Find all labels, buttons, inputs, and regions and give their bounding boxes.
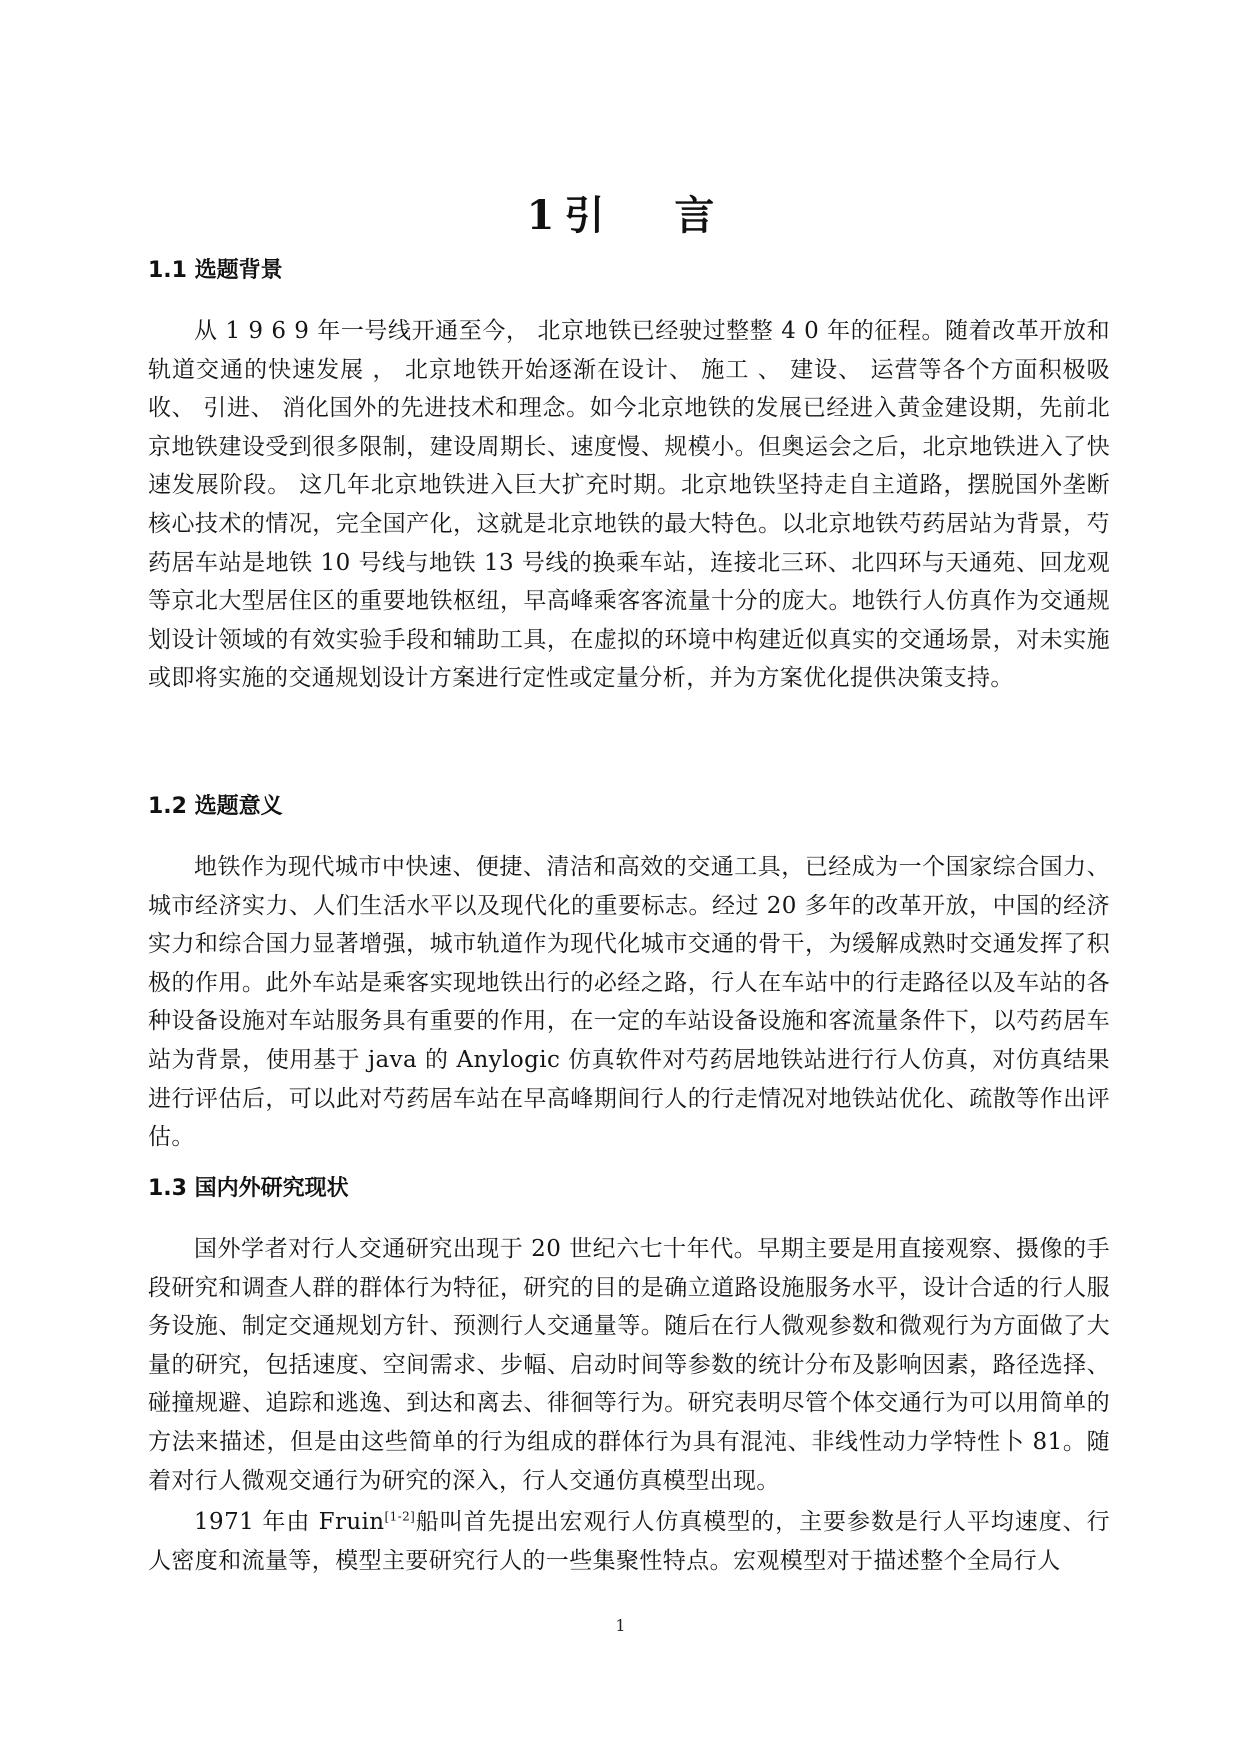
- section-1-3-paragraph: 国外学者对行人交通研究出现于 20 世纪六七十年代。早期主要是用直接观察、摄像的手段研究和调查人群的群体行为特征，研究的目的是确立道路设施服务水平，设计合适的行人服务设施、制定交通规划方针、预测行人交通量等。随后在行人微观参数和微观行为方面做了大量的研究，包括速度、空间需求、步幅、启动时间等参数的统计分布及影响因素，路径选择、碰撞规避、追踪和逃逸、到达和离去、徘徊等行为。研究表明尽管个体交通行为可以用简单的方法来描述，但是由这些简单的行为组成的群体行为具有混沌、非线性动力学特性卜 81。随着对行人微观交通行为研究的深入，行人交通仿真模型出现。: [148, 1236, 1110, 1494]
- section-heading-1-1: 1.1 选题背景: [148, 258, 283, 283]
- paragraph-text-before-citation: 1971 年由 Fruin: [194, 1509, 385, 1535]
- citation-superscript: [1-2]: [384, 1509, 416, 1524]
- section-1-3-paragraph-2: [148, 1503, 1110, 1580]
- chapter-number: 1: [526, 192, 555, 239]
- section-1-2-paragraph: 地铁作为现代城市中快速、便捷、清洁和高效的交通工具，已经成为一个国家综合国力、城市经济实力、人们生活水平以及现代化的重要标志。经过 20 多年的改革开放，中国的经济实力和综合国力显著增强，城市轨道作为现代化城市交通的骨干，为缓解成熟时交通发挥了积极的作用。此外车站是乘客实现地铁出行的必经之路，行人在车站中的行走路径以及车站的各种设备设施对车站服务具有重要的作用，在一定的车站设备设施和客流量条件下，以芍药居车站为背景，使用基于 java 的 Anylogic 仿真软件对芍药居地铁站进行行人仿真，对仿真结果进行评估后，可以此对芍药居车站在早高峰期间行人的行走情况对地铁站优化、疏散等作出评估。: [148, 854, 1110, 1151]
- page-number: 1: [615, 1616, 626, 1635]
- chapter-title-part2: 言: [674, 192, 715, 239]
- paragraph-text-after-citation: 船叫首先提出宏观行人仿真模型的，主要参数是行人平均速度、行人密度和流量等，模型主要研究行人的一些集聚性特点。宏观模型对于描述整个全局行人: [148, 1509, 1110, 1574]
- section-heading-1-2: 1.2 选题意义: [148, 794, 283, 819]
- section-heading-1-3: 1.3 国内外研究现状: [148, 1176, 349, 1201]
- section-1-1-paragraph: 从 1 9 6 9 年一号线开通至今， 北京地铁已经驶过整整 4 0 年的征程。随着改革开放和轨道交通的快速发展 ， 北京地铁开始逐渐在设计、 施工 、 建设、 运营等各个方面积极吸收、 引进、 消化国外的先进技术和理念。如今北京地铁的发展已经进入黄金建设期，先前北京地铁建设受到很多限制，建设周期长、速度慢、规模小。但奥运会之后，北京地铁进入了快速发展阶段。 这几年北京地铁进入巨大扩充时期。北京地铁坚持走自主道路，摆脱国外垄断核心技术的情况，完全国产化，这就是北京地铁的最大特色。以北京地铁芍药居站为背景，芍药居车站是地铁 10 号线与地铁 13 号线的换乘车站，连接北三环、北四环与天通苑、回龙观等京北大型居住区的重要地铁枢纽，早高峰乘客客流量十分的庞大。地铁行人仿真作为交通规划设计领域的有效实验手段和辅助工具，在虚拟的环境中构建近似真实的交通场景，对未实施或即将实施的交通规划设计方案进行定性或定量分析，并为方案优化提供决策支持。: [148, 318, 1110, 692]
- chapter-title-part1: 引: [564, 192, 605, 239]
- chapter-title: [0, 188, 1241, 244]
